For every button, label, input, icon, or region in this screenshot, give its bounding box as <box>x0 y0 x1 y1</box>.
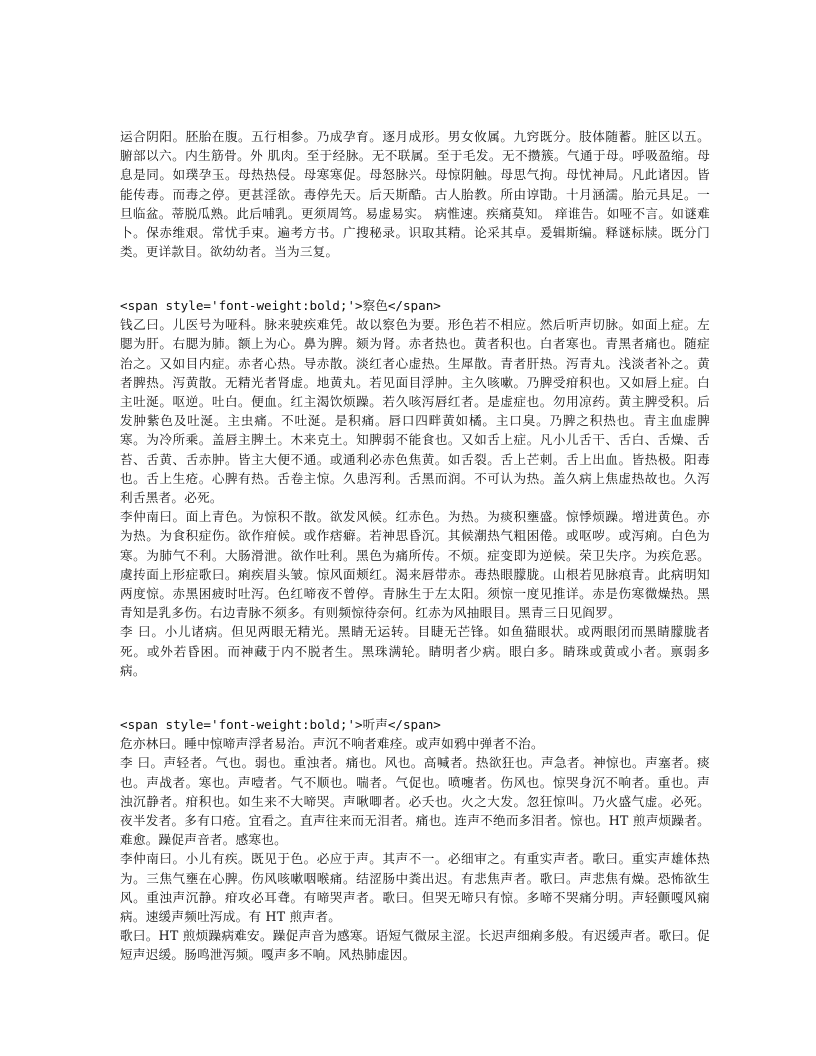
section-listen-voice <box>120 715 710 965</box>
paragraph-li-zhongnan: 李仲南曰。面上青色。为惊积不散。欲发风候。红赤色。为热。为痰积壅盛。惊悸烦躁。增进黄色。亦为热。为食积症伤。欲作疳候。或作痞癖。若神思昏沉。其候潮热气粗困倦。或呕哕。或泻痢。白色为寒。为肺气不利。大肠滑泄。欲作吐利。黑色为痛所传。不烦。症变即为逆候。荣卫失序。为疾危恶。虞抟面上形症歌曰。痢疾眉头皱。惊风面颊红。渴来唇带赤。毒热眼朦胧。山根若见脉痕青。此病明知两度惊。赤黑困疲时吐泻。色红啼夜不曾停。青脉生于左太阳。须惊一度见推详。赤是伤寒微燥热。黑青知是乳多伤。右边青脉不须多。有则频惊待奈何。红赤为风抽眼目。黑青三日见阎罗。 <box>120 509 710 621</box>
paragraph-qian-yi: 钱乙曰。儿医号为哑科。脉来驶疾难凭。故以察色为要。形色若不相应。然后听声切脉。如面上症。左腮为肝。右腮为肺。额上为心。鼻为脾。颏为肾。赤者热也。黄者积也。白者寒也。青黑者痛也。随症治之。又如目内症。赤者心热。导赤散。淡红者心虚热。生犀散。青者肝热。泻青丸。浅淡者补之。黄者脾热。泻黄散。无精光者肾虚。地黄丸。若见面目浮肿。主久咳嗽。乃脾受疳积也。又如唇上症。白主吐涎。呕逆。吐白。便血。红主渴饮烦躁。若久咳泻唇红者。是虚症也。勿用凉药。黄主脾受积。后发肿紫色及吐涎。主虫痛。不吐涎。是积痛。唇口四畔黄如橘。主口臭。乃脾之积热也。青主血虚脾寒。为冷所乘。盖唇主脾土。木来克土。知脾弱不能食也。又如舌上症。凡小儿舌干、舌白、舌燥、舌苔、舌黄、舌赤肿。皆主大便不通。或通利必赤色焦黄。如舌裂。舌上芒刺。舌上出血。皆热极。阳毒也。舌上生疮。心脾有热。舌卷主惊。久患泻利。舌黑而润。不可认为热。盖久病上焦虚热故也。久泻利舌黑者。必死。 <box>120 317 710 506</box>
paragraph-wei-yilin: 危亦林曰。睡中惊啼声浮者易治。声沉不响者难痊。或声如鸦中弹者不治。 <box>120 736 544 752</box>
paragraph-li-eyes: 李 曰。小儿诸病。但见两眼无精光。黑睛无运转。目睫无芒锋。如鱼猫眼状。或两眼闭而黑睛朦胧者死。或外若昏困。而神藏于内不脱者生。黑珠满轮。睛明者少病。眼白多。睛珠或黄或小者。禀弱多病。 <box>120 624 710 678</box>
paragraph-li-zhongnan-voice: 李仲南曰。小儿有疾。既见于色。必应于声。其声不一。必细审之。有重实声者。歌曰。重实声雄体热为。三焦气壅在心脾。伤风咳嗽咽喉痛。结涩肠中粪出迟。有悲焦声者。歌曰。声悲焦有燥。恐怖欲生风。重浊声沉静。疳攻必耳聋。有啼哭声者。歌曰。但哭无啼只有惊。多啼不哭痛分明。声轻颤嘎风痫病。速缓声频吐泻成。有 HT 煎声者。 <box>120 851 710 925</box>
intro-paragraph: 运合阴阳。胚胎在腹。五行相参。乃成孕育。逐月成形。男女攸属。九窍既分。肢体随蓄。脏区以五。腑部以六。内生筋骨。外 肌肉。至于经脉。无不联属。至于毛发。无不攒簇。气通于母。呼吸盈缩。母息是同。如璞孕玉。母热热侵。母寒寒促。母怒脉兴。母惊阴触。母思气拘。母忧神局。凡此诸因。皆能传毒。而毒之停。更甚淫欲。毒停先天。后天斯酷。古人胎教。所由谆勖。十月涵濡。胎元具足。一旦临盆。蒂脱瓜熟。此后哺乳。更须周笃。易虚易实。 病惟速。疾痛莫知。 痒谁告。如哑不言。如谜难卜。保赤维艰。常忧手束。遍考方书。广搜秘录。识取其精。论采其卓。爰辑斯编。释谜标牍。既分门类。更详款目。欲幼幼者。当为三复。 <box>120 129 710 260</box>
paragraph-li-voice: 李 曰。声轻者。气也。弱也。重浊者。痛也。风也。高喊者。热欲狂也。声急者。神惊也。声塞者。痰也。声战者。寒也。声噎者。气不顺也。喘者。气促也。喷嚏者。伤风也。惊哭身沉不响者。重也。声浊沉静者。疳积也。如生来不大啼哭。声啾唧者。必夭也。火之大发。忽狂惊叫。乃火盛气虚。必死。夜半发者。多有口疮。宜看之。直声往来而无泪者。痛也。连声不绝而多泪者。惊也。HT 煎声烦躁者。难愈。躁促声音者。感寒也。 <box>120 755 710 848</box>
section-heading-observe: <span style='font-weight:bold;'>察色</span> <box>120 298 441 313</box>
intro-block <box>120 127 710 261</box>
section-observe-color <box>120 296 710 680</box>
paragraph-song: 歌曰。HT 煎烦躁病难安。躁促声音为感寒。语短气微尿主涩。长迟声细痢多般。有迟缓声者。歌曰。促短声迟缓。肠鸣泄泻频。嘎声多不响。风热肺虚因。 <box>120 928 710 963</box>
section-heading-listen: <span style='font-weight:bold;'>听声</span> <box>120 717 441 732</box>
